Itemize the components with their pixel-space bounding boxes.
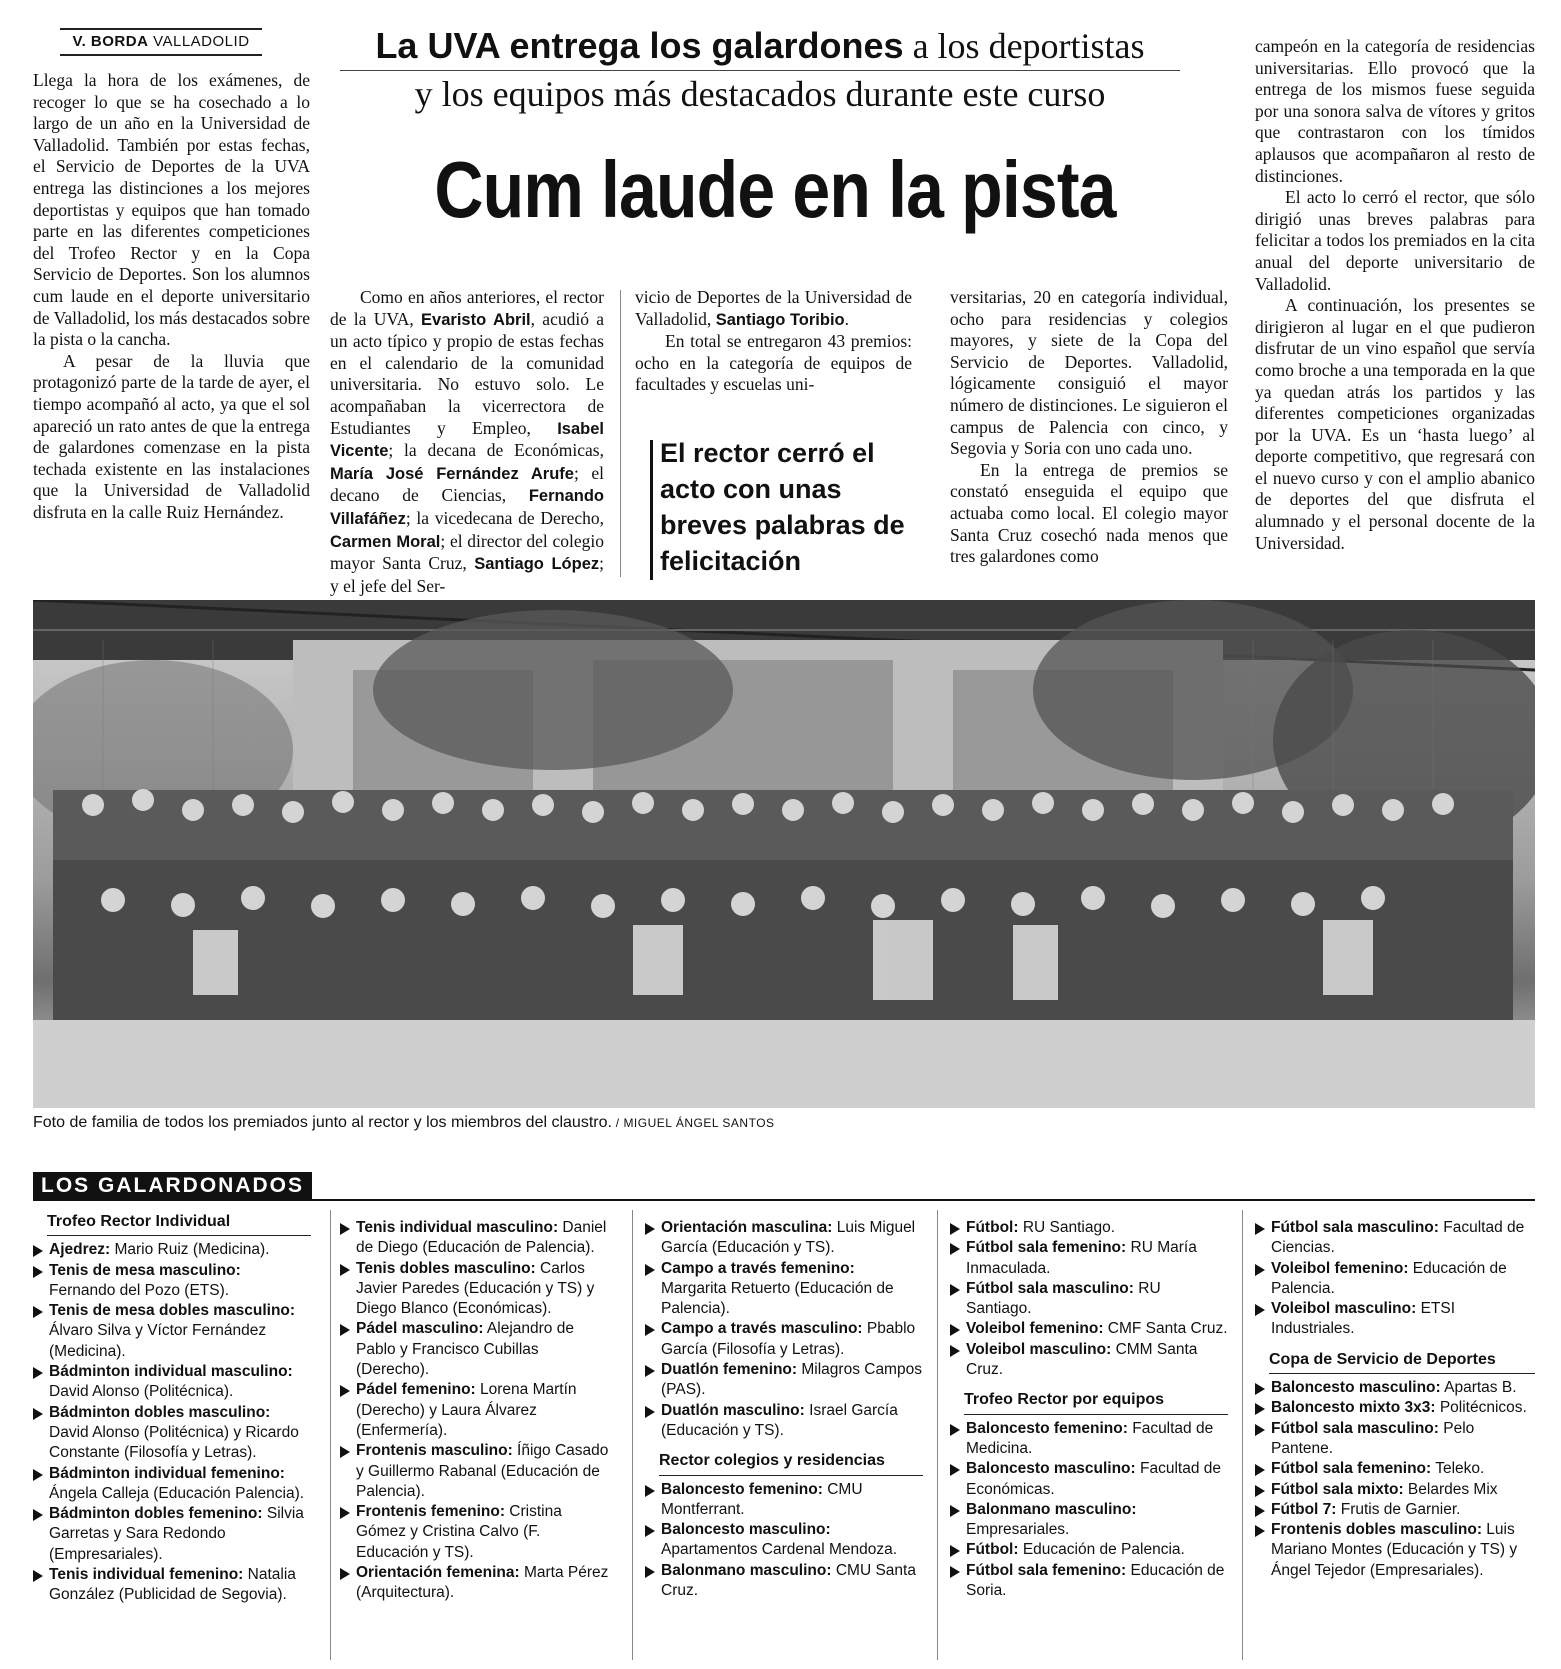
award-category: Baloncesto masculino: bbox=[966, 1460, 1136, 1478]
triangle-bullet-icon bbox=[33, 1469, 43, 1481]
awards-list bbox=[950, 1218, 1228, 1380]
person-name: Evaristo Abril bbox=[421, 310, 531, 329]
award-item bbox=[645, 1360, 923, 1401]
triangle-bullet-icon bbox=[340, 1507, 350, 1519]
award-category: Duatlón masculino: bbox=[661, 1401, 805, 1419]
award-category: Voleibol femenino: bbox=[1271, 1259, 1409, 1277]
triangle-bullet-icon bbox=[1255, 1264, 1265, 1276]
paragraph: Como en años anteriores, el rector de la UVA, Evaristo Abril, acudió a un acto típico y propio de estas fechas en el calendario de la comunidad universitaria. No estuvo solo. Le acompañaban la vicerrectora de Estudiantes y Empleo, Isabel Vicente; la decana de Económicas, María José Fernández Arufe; el decano de Ciencias, Fernando Villafáñez; la vicedecana de Derecho, Carmen Moral; el director del colegio mayor Santa Cruz, Santiago López; y el jefe del Ser- bbox=[330, 287, 605, 596]
award-winner: RU María Inmaculada. bbox=[966, 1239, 1197, 1277]
award-category: Orientación masculina: bbox=[661, 1219, 833, 1236]
triangle-bullet-icon bbox=[950, 1324, 960, 1336]
award-category: Ajedrez: bbox=[49, 1241, 111, 1259]
award-category: Tenis de mesa dobles masculino: bbox=[49, 1302, 296, 1320]
triangle-bullet-icon bbox=[1255, 1464, 1265, 1476]
award-winner: Daniel de Diego (Educación de Palencia). bbox=[356, 1219, 607, 1257]
triangle-bullet-icon bbox=[33, 1245, 43, 1257]
award-winner: Educación de Soria. bbox=[966, 1561, 1225, 1600]
triangle-bullet-icon bbox=[33, 1266, 43, 1278]
award-item bbox=[1255, 1459, 1535, 1479]
award-winner: Pbablo García (Filosofía y Letras). bbox=[661, 1320, 916, 1358]
award-item bbox=[33, 1301, 311, 1362]
triangle-bullet-icon bbox=[1255, 1505, 1265, 1517]
paragraph: En la entrega de premios se constató enseguida el equipo que actuaba como local. El colegio mayor Santa Cruz cosechó nada menos que tres galardones como bbox=[950, 459, 1228, 567]
award-category: Baloncesto masculino: bbox=[661, 1521, 831, 1539]
awards-subheading: Trofeo Rector Individual bbox=[47, 1212, 311, 1236]
award-item bbox=[950, 1279, 1228, 1320]
award-item bbox=[950, 1218, 1228, 1238]
triangle-bullet-icon bbox=[645, 1525, 655, 1537]
triangle-bullet-icon bbox=[340, 1324, 350, 1336]
award-item bbox=[950, 1500, 1228, 1541]
triangle-bullet-icon bbox=[950, 1566, 960, 1578]
award-item bbox=[33, 1464, 311, 1505]
triangle-bullet-icon bbox=[950, 1464, 960, 1476]
award-category: Tenis individual femenino: bbox=[49, 1566, 244, 1584]
award-item bbox=[340, 1218, 615, 1259]
award-winner: David Alonso (Politécnica) y Ricardo Constante (Filosofía y Letras). bbox=[49, 1423, 299, 1462]
triangle-bullet-icon bbox=[950, 1424, 960, 1436]
triangle-bullet-icon bbox=[1255, 1223, 1265, 1235]
person-name: Santiago Toribio bbox=[715, 310, 845, 329]
awards-subheading: Trofeo Rector por equipos bbox=[964, 1390, 1228, 1414]
award-item bbox=[1255, 1500, 1535, 1520]
award-winner: Facultad de Medicina. bbox=[966, 1419, 1214, 1457]
triangle-bullet-icon bbox=[950, 1505, 960, 1517]
awards-column-1 bbox=[33, 1210, 311, 1606]
triangle-bullet-icon bbox=[340, 1264, 350, 1276]
byline-place: VALLADOLID bbox=[153, 33, 250, 50]
paragraph: A pesar de la lluvia que protagonizó parte de la tarde de ayer, el tiempo acompañó al acto, ya que el sol apareció un rato antes de que la entrega de galardones comenzase en la pista techada existente en las instalaciones que la Universidad de Valladolid disfruta en la calle Ruiz Hernández. bbox=[33, 350, 310, 522]
award-category: Fútbol sala femenino: bbox=[1271, 1460, 1432, 1478]
award-category: Fútbol sala femenino: bbox=[966, 1239, 1127, 1257]
article-column-4 bbox=[950, 287, 1228, 568]
caption-text: Foto de familia de todos los premiados junto al rector y los miembros del claustro. bbox=[33, 1114, 612, 1131]
award-item bbox=[950, 1340, 1228, 1381]
award-item bbox=[340, 1259, 615, 1320]
awards-column-3 bbox=[645, 1218, 923, 1601]
column-divider bbox=[1242, 1210, 1243, 1660]
award-category: Pádel femenino: bbox=[356, 1381, 476, 1399]
triangle-bullet-icon bbox=[1255, 1383, 1265, 1395]
award-category: Frontenis femenino: bbox=[356, 1503, 505, 1521]
award-item bbox=[33, 1240, 311, 1260]
triangle-bullet-icon bbox=[950, 1545, 960, 1557]
award-winner: Silvia Garretas y Sara Redondo (Empresariales). bbox=[49, 1505, 304, 1563]
award-item bbox=[645, 1401, 923, 1442]
paragraph: A continuación, los presentes se dirigieron al lugar en el que pudieron disfrutar de un vino español que servía como broche a una temporada en la que ya quedan atrás los partidos y las diferentes competiciones organizadas por la UVA. Es un ‘hasta luego’ al deporte competitivo, que regresará con el nuevo curso y con el amplio abanico de deportes del que disfruta el alumnado y el personal docente de la Universidad. bbox=[1255, 295, 1535, 553]
award-category: Fútbol sala masculino: bbox=[966, 1279, 1134, 1297]
awards-list bbox=[340, 1218, 615, 1604]
article-column-1 bbox=[33, 70, 310, 523]
award-winner: Luis Miguel García (Educación y TS). bbox=[661, 1219, 916, 1257]
paragraph: versitarias, 20 en categoría individual, ocho para residencias y colegios mayores, y siete de la Copa del Servicio de Deportes. Valladolid, lógicamente consiguió el mayor número de distinciones. Le siguieron el campus de Palencia con cinco, y Segovia y Soria con uno cada uno. bbox=[950, 287, 1228, 459]
awards-subheading: Rector colegios y residencias bbox=[659, 1451, 923, 1475]
award-winner: Pelo Pantene. bbox=[1271, 1419, 1475, 1457]
award-category: Campo a través masculino: bbox=[661, 1320, 863, 1338]
column-divider bbox=[330, 1210, 331, 1660]
triangle-bullet-icon bbox=[645, 1324, 655, 1336]
pullquote-bar bbox=[650, 440, 653, 580]
award-item bbox=[33, 1403, 311, 1464]
awards-column-4 bbox=[950, 1218, 1228, 1601]
award-item bbox=[645, 1561, 923, 1602]
triangle-bullet-icon bbox=[1255, 1525, 1265, 1537]
award-item bbox=[1255, 1480, 1535, 1500]
person-name: María José Fernández Arufe bbox=[330, 464, 574, 483]
pullquote: El rector cerró el acto con unas breves palabras de felicitación bbox=[660, 438, 905, 576]
triangle-bullet-icon bbox=[33, 1408, 43, 1420]
award-category: Frontenis dobles masculino: bbox=[1271, 1521, 1482, 1539]
award-winner: Politécnicos. bbox=[1435, 1399, 1527, 1417]
award-item bbox=[1255, 1520, 1535, 1581]
triangle-bullet-icon bbox=[1255, 1304, 1265, 1316]
award-winner: CMF Santa Cruz. bbox=[1103, 1320, 1228, 1338]
award-item bbox=[950, 1238, 1228, 1279]
triangle-bullet-icon bbox=[645, 1566, 655, 1578]
awards-list bbox=[645, 1218, 923, 1441]
triangle-bullet-icon bbox=[1255, 1424, 1265, 1436]
award-winner: Facultad de Ciencias. bbox=[1271, 1219, 1525, 1257]
award-winner: Empresariales. bbox=[966, 1521, 1070, 1539]
group-photo-illustration bbox=[33, 600, 1535, 1108]
award-winner: Íñigo Casado y Guillermo Rabanal (Educación de Palencia). bbox=[356, 1442, 609, 1500]
headline: Cum laude en la pista bbox=[434, 145, 1116, 234]
column-divider bbox=[620, 290, 621, 577]
triangle-bullet-icon bbox=[33, 1367, 43, 1379]
award-item bbox=[950, 1459, 1228, 1500]
award-winner: ETSI Industriales. bbox=[1271, 1300, 1456, 1338]
award-winner: CMM Santa Cruz. bbox=[966, 1340, 1198, 1379]
award-category: Frontenis masculino: bbox=[356, 1442, 513, 1460]
award-winner: Israel García (Educación y TS). bbox=[661, 1401, 898, 1439]
award-item bbox=[950, 1419, 1228, 1460]
triangle-bullet-icon bbox=[645, 1223, 655, 1235]
award-winner: David Alonso (Politécnica). bbox=[49, 1383, 234, 1401]
awards-column-5 bbox=[1255, 1218, 1535, 1581]
triangle-bullet-icon bbox=[950, 1243, 960, 1255]
article-column-5 bbox=[1255, 36, 1535, 554]
awards-list bbox=[950, 1419, 1228, 1602]
award-winner: Luis Mariano Montes (Educación y TS) y Ángel Tejedor (Empresariales). bbox=[1271, 1521, 1518, 1579]
award-winner: RU Santiago. bbox=[966, 1279, 1161, 1318]
award-winner: Cristina Gómez y Cristina Calvo (F. Educación y TS). bbox=[356, 1503, 562, 1561]
award-category: Fútbol 7: bbox=[1271, 1500, 1337, 1518]
award-item bbox=[645, 1480, 923, 1521]
award-winner: Educación de Palencia. bbox=[1018, 1541, 1185, 1559]
award-category: Bádminton individual masculino: bbox=[49, 1363, 293, 1381]
award-winner: Carlos Javier Paredes (Educación y TS) y Diego Blanco (Económicas). bbox=[356, 1259, 595, 1318]
award-winner: CMU Santa Cruz. bbox=[661, 1561, 916, 1600]
award-item bbox=[33, 1565, 311, 1606]
awards-list bbox=[1255, 1378, 1535, 1581]
award-category: Baloncesto mixto 3x3: bbox=[1271, 1399, 1436, 1417]
award-item bbox=[950, 1319, 1228, 1339]
award-category: Duatlón femenino: bbox=[661, 1361, 798, 1379]
award-category: Bádminton dobles femenino: bbox=[49, 1505, 263, 1523]
photo-credit: / MIGUEL ÁNGEL SANTOS bbox=[611, 1116, 775, 1130]
award-item bbox=[33, 1504, 311, 1565]
award-winner: Álvaro Silva y Víctor Fernández (Medicina). bbox=[49, 1322, 267, 1360]
award-winner: Fernando del Pozo (ETS). bbox=[49, 1281, 230, 1299]
triangle-bullet-icon bbox=[1255, 1485, 1265, 1497]
award-category: Balonmano masculino: bbox=[966, 1500, 1137, 1518]
kicker-strong: La UVA entrega los galardones bbox=[375, 25, 904, 66]
award-category: Tenis de mesa masculino: bbox=[49, 1261, 241, 1279]
award-item bbox=[645, 1218, 923, 1259]
awards-column-2 bbox=[340, 1218, 615, 1604]
award-category: Baloncesto femenino: bbox=[661, 1480, 823, 1498]
award-item bbox=[340, 1319, 615, 1380]
triangle-bullet-icon bbox=[645, 1485, 655, 1497]
photo-caption bbox=[33, 1114, 1133, 1132]
paragraph: vicio de Deportes de la Universidad de Valladolid, Santiago Toribio. bbox=[635, 287, 912, 329]
award-item bbox=[950, 1540, 1228, 1560]
award-winner: RU Santiago. bbox=[1018, 1219, 1116, 1236]
triangle-bullet-icon bbox=[340, 1385, 350, 1397]
person-name: Santiago López bbox=[474, 555, 600, 574]
triangle-bullet-icon bbox=[645, 1264, 655, 1276]
award-category: Fútbol sala mixto: bbox=[1271, 1480, 1404, 1498]
award-winner: CMU Montferrant. bbox=[661, 1480, 863, 1518]
awards-list bbox=[1255, 1218, 1535, 1340]
award-winner: Natalia González (Publicidad de Segovia). bbox=[49, 1566, 296, 1604]
kicker-divider bbox=[340, 70, 1180, 71]
award-category: Fútbol: bbox=[966, 1541, 1019, 1559]
triangle-bullet-icon bbox=[645, 1406, 655, 1418]
paragraph: campeón en la categoría de residencias universitarias. Ello provocó que la entrega de los mismos fuese seguida por una sonora salva de vítores y gritos que contrastaron con los tímidos aplausos que acompañaron al resto de distinciones. bbox=[1255, 36, 1535, 186]
awards-list bbox=[33, 1240, 311, 1605]
column-divider bbox=[937, 1210, 938, 1660]
triangle-bullet-icon bbox=[950, 1284, 960, 1296]
kicker-line2: y los equipos más destacados durante este curso bbox=[414, 74, 1106, 114]
person-name: Carmen Moral bbox=[330, 532, 441, 551]
award-winner: Alejandro de Pablo y Francisco Cubillas (Derecho). bbox=[356, 1320, 574, 1379]
group-photo bbox=[33, 600, 1535, 1108]
award-item bbox=[340, 1502, 615, 1563]
award-item bbox=[1255, 1218, 1535, 1259]
award-category: Baloncesto masculino: bbox=[1271, 1379, 1441, 1397]
byline bbox=[60, 28, 262, 56]
triangle-bullet-icon bbox=[340, 1223, 350, 1235]
triangle-bullet-icon bbox=[1255, 1403, 1265, 1415]
award-winner: Milagros Campos (PAS). bbox=[661, 1361, 922, 1399]
triangle-bullet-icon bbox=[340, 1568, 350, 1580]
award-item bbox=[33, 1261, 311, 1302]
award-category: Fútbol sala masculino: bbox=[1271, 1419, 1439, 1437]
award-category: Pádel masculino: bbox=[356, 1320, 484, 1338]
award-winner: Marta Pérez (Arquitectura). bbox=[356, 1564, 609, 1602]
award-winner: Apartamentos Cardenal Mendoza. bbox=[661, 1541, 898, 1559]
awards-list bbox=[645, 1480, 923, 1602]
award-item bbox=[1255, 1378, 1535, 1398]
person-name: Isabel Vicente bbox=[330, 419, 604, 461]
article-column-3 bbox=[635, 287, 912, 396]
award-item bbox=[645, 1520, 923, 1561]
award-category: Orientación femenina: bbox=[356, 1564, 520, 1582]
paragraph: En total se entregaron 43 premios: ocho en la categoría de equipos de facultades y escuelas uni- bbox=[635, 331, 912, 395]
byline-author: V. BORDA bbox=[72, 33, 149, 50]
article-column-2 bbox=[330, 287, 604, 597]
triangle-bullet-icon bbox=[33, 1509, 43, 1521]
award-item bbox=[1255, 1299, 1535, 1340]
awards-title: LOS GALARDONADOS bbox=[33, 1172, 312, 1200]
award-item bbox=[340, 1441, 615, 1502]
award-winner: Facultad de Económicas. bbox=[966, 1460, 1221, 1498]
award-category: Fútbol sala femenino: bbox=[966, 1561, 1127, 1579]
award-winner: Margarita Retuerto (Educación de Palencia). bbox=[661, 1279, 894, 1318]
award-winner: Belardes Mix bbox=[1403, 1480, 1498, 1498]
award-category: Baloncesto femenino: bbox=[966, 1419, 1128, 1437]
award-category: Campo a través femenino: bbox=[661, 1259, 855, 1277]
award-winner: Apartas B. bbox=[1440, 1379, 1517, 1397]
column-divider bbox=[632, 1210, 633, 1660]
award-category: Balonmano masculino: bbox=[661, 1561, 832, 1579]
award-item bbox=[340, 1380, 615, 1441]
award-winner: Educación de Palencia. bbox=[1271, 1259, 1507, 1297]
award-item bbox=[1255, 1259, 1535, 1300]
triangle-bullet-icon bbox=[340, 1446, 350, 1458]
award-item bbox=[645, 1259, 923, 1320]
paragraph: El acto lo cerró el rector, que sólo dirigió unas breves palabras para felicitar a todos los premiados en la cita anual del deporte universitario de Valladolid. bbox=[1255, 187, 1535, 294]
paragraph: Llega la hora de los exámenes, de recoger lo que se ha cosechado a lo largo de un año en la Universidad de Valladolid. También por estas fechas, el Servicio de Deportes de la UVA entrega las distinciones a los mejores deportistas y equipos que han tomado parte en las diferentes competiciones del Trofeo Rector y en la Copa Servicio de Deportes. Son los alumnos cum laude en el deporte universitario de Valladolid, los más destacados sobre la pista o la cancha. bbox=[33, 70, 310, 350]
triangle-bullet-icon bbox=[645, 1365, 655, 1377]
awards-divider bbox=[33, 1199, 1535, 1201]
award-winner: Mario Ruiz (Medicina). bbox=[110, 1241, 270, 1259]
award-item bbox=[1255, 1419, 1535, 1460]
award-category: Fútbol: bbox=[966, 1219, 1019, 1236]
award-category: Bádminton dobles masculino: bbox=[49, 1403, 271, 1421]
person-name: Fernando Villafáñez bbox=[330, 487, 604, 528]
triangle-bullet-icon bbox=[33, 1570, 43, 1582]
award-item bbox=[340, 1563, 615, 1604]
award-category: Voleibol masculino: bbox=[966, 1340, 1112, 1358]
award-item bbox=[645, 1319, 923, 1360]
award-category: Voleibol femenino: bbox=[966, 1320, 1104, 1338]
triangle-bullet-icon bbox=[950, 1345, 960, 1357]
triangle-bullet-icon bbox=[950, 1223, 960, 1235]
kicker-rest: a los deportistas bbox=[903, 26, 1145, 66]
award-category: Voleibol masculino: bbox=[1271, 1300, 1417, 1318]
award-category: Fútbol sala masculino: bbox=[1271, 1219, 1439, 1236]
award-category: Tenis individual masculino: bbox=[356, 1219, 559, 1236]
awards-subheading: Copa de Servicio de Deportes bbox=[1269, 1350, 1535, 1374]
award-item bbox=[33, 1362, 311, 1403]
award-item bbox=[950, 1561, 1228, 1602]
award-winner: Frutis de Garnier. bbox=[1336, 1500, 1461, 1518]
award-item bbox=[1255, 1398, 1535, 1418]
award-category: Bádminton individual femenino: bbox=[49, 1464, 285, 1482]
triangle-bullet-icon bbox=[33, 1306, 43, 1318]
award-winner: Lorena Martín (Derecho) y Laura Álvarez (Enfermería). bbox=[356, 1381, 577, 1439]
award-category: Tenis dobles masculino: bbox=[356, 1259, 536, 1277]
award-winner: Ángela Calleja (Educación Palencia). bbox=[49, 1484, 305, 1502]
award-winner: Teleko. bbox=[1431, 1460, 1485, 1478]
